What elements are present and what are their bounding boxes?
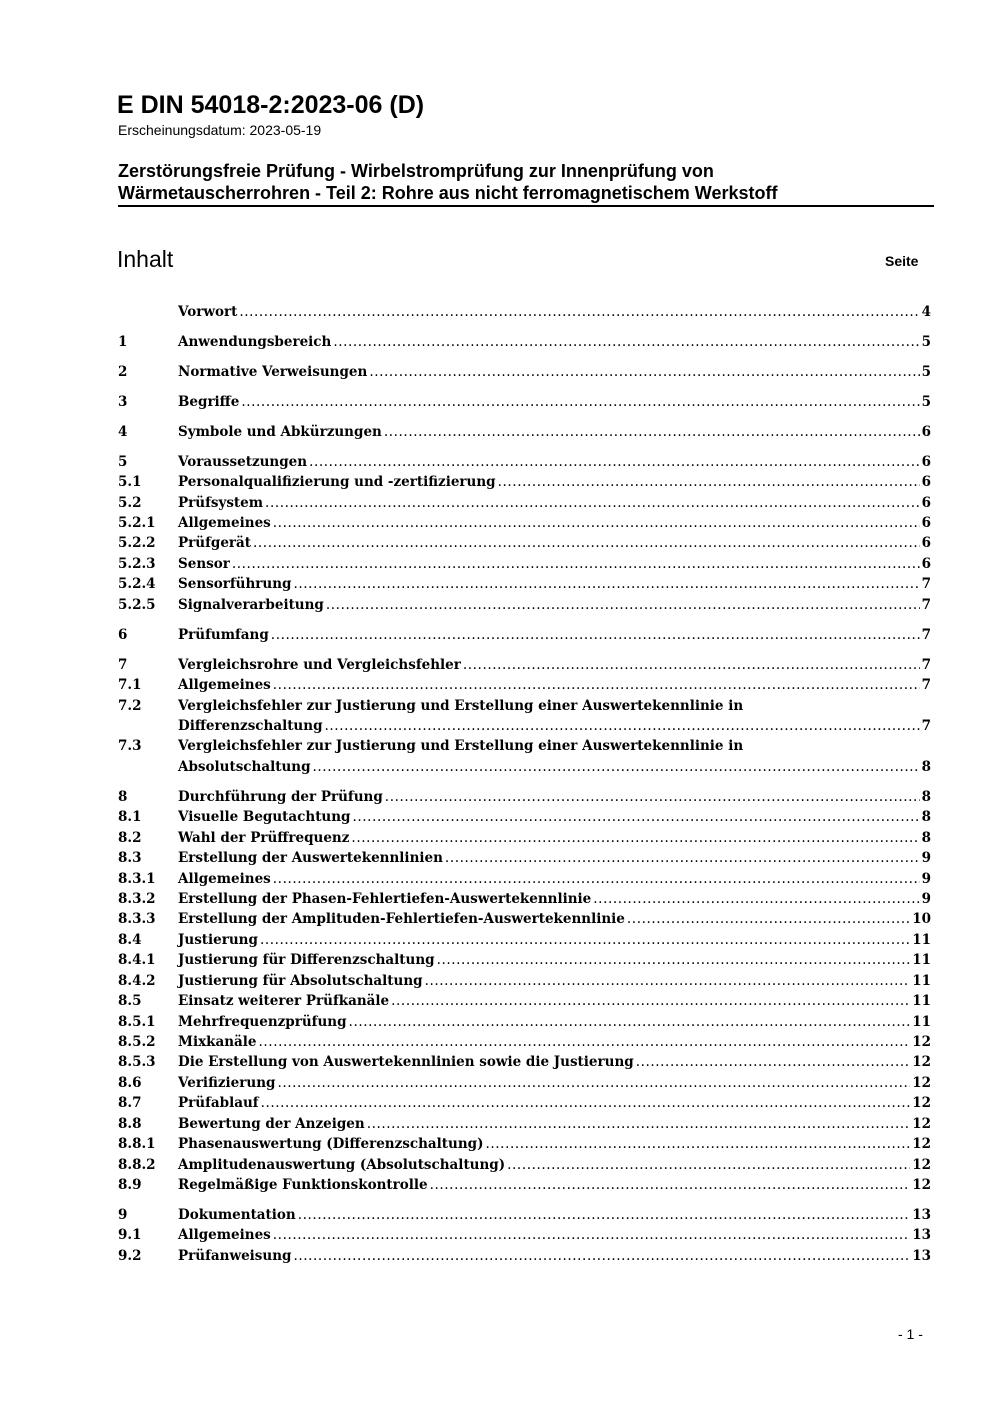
toc-entry-line xyxy=(178,452,931,472)
toc-entry-number: 9 xyxy=(118,1207,128,1224)
toc-entry-number: 8.5 xyxy=(118,993,142,1010)
toc-entry-title: Personalqualifizierung und -zertifizierung xyxy=(178,474,496,491)
toc-entry-page: 13 xyxy=(912,1227,931,1244)
toc-entry-page: 7 xyxy=(921,576,931,593)
toc-entry-page: 6 xyxy=(921,494,931,511)
toc-entry-number: 8.3.3 xyxy=(118,911,156,928)
toc-dot-leader xyxy=(349,1012,911,1032)
toc-entry-number: 8.2 xyxy=(118,829,142,846)
toc-entry-line xyxy=(178,1134,931,1154)
toc-entry[interactable] xyxy=(118,1246,931,1266)
toc-entry[interactable] xyxy=(118,950,931,970)
toc-entry-page: 7 xyxy=(921,656,931,673)
toc-entry-title: Vergleichsrohre und Vergleichsfehler xyxy=(178,656,461,673)
toc-entry-page: 4 xyxy=(921,304,931,320)
toc-entry-number: 7.2 xyxy=(118,697,142,714)
toc-dot-leader xyxy=(627,909,910,929)
toc-dot-leader xyxy=(265,493,920,513)
toc-entry-title: Allgemeines xyxy=(178,870,271,887)
toc-entry-title: Voraussetzungen xyxy=(178,453,308,470)
toc-entry-title: Erstellung der Amplituden-Fehlertiefen-Auswertekennlinie xyxy=(178,911,625,928)
toc-entry-page: 9 xyxy=(921,890,931,907)
toc-entry-number: 8.3.2 xyxy=(118,890,156,907)
toc-entry[interactable] xyxy=(118,1205,931,1225)
toc-entry-line xyxy=(178,472,931,492)
toc-dot-leader xyxy=(384,422,920,442)
toc-entry-title: Sensorführung xyxy=(178,576,292,593)
toc-dot-leader xyxy=(367,1114,911,1134)
toc-dot-leader xyxy=(259,1032,911,1052)
toc-entry-page: 8 xyxy=(921,788,931,805)
toc-entry-title: Prüfumfang xyxy=(178,626,269,643)
toc-dot-leader xyxy=(351,828,919,848)
toc-entry-number: 8.8 xyxy=(118,1115,142,1132)
toc-entry-title: Amplitudenauswertung (Absolutschaltung) xyxy=(178,1156,506,1173)
toc-entry-line xyxy=(178,971,931,991)
toc-entry-line xyxy=(178,869,931,889)
toc-entry-page: 8 xyxy=(921,758,931,775)
toc-entry-title: Justierung für Differenzschaltung xyxy=(178,952,435,969)
toc-entry-page: 11 xyxy=(912,952,931,969)
table-of-contents xyxy=(118,302,931,1266)
toc-heading: Inhalt xyxy=(117,246,174,272)
toc-entry-page: 12 xyxy=(912,1156,931,1173)
toc-entry-number: 8.4.2 xyxy=(118,972,156,989)
toc-entry-title: Erstellung der Phasen-Fehlertiefen-Auswertekennlinie xyxy=(178,890,592,907)
toc-entry-number: 5.1 xyxy=(118,474,142,491)
toc-entry-line xyxy=(178,1073,931,1093)
toc-dot-leader xyxy=(313,757,920,777)
toc-entry-line xyxy=(178,554,931,574)
toc-entry[interactable] xyxy=(118,554,931,574)
toc-dot-leader xyxy=(593,889,919,909)
toc-dot-leader xyxy=(273,675,920,695)
toc-entry-number: 8.6 xyxy=(118,1074,142,1091)
toc-entry-title: Bewertung der Anzeigen xyxy=(178,1115,365,1132)
toc-entry-number: 5.2.2 xyxy=(118,535,156,552)
toc-entry-title: Anwendungsbereich xyxy=(178,333,332,350)
toc-entry-line xyxy=(178,716,931,736)
toc-entry-page: 13 xyxy=(912,1247,931,1264)
toc-dot-leader xyxy=(437,950,911,970)
toc-entry-line xyxy=(178,1155,931,1175)
toc-entry-title: Allgemeines xyxy=(178,677,271,694)
toc-entry-line xyxy=(178,1205,931,1225)
toc-dot-leader xyxy=(277,1073,910,1093)
document-title-line-2: Wärmetauscherrohren - Teil 2: Rohre aus nicht ferromagnetischem Werkstoff xyxy=(118,183,778,203)
toc-dot-leader xyxy=(271,625,920,645)
toc-entry-line xyxy=(178,1093,931,1113)
toc-entry-line xyxy=(178,1114,931,1134)
toc-entry[interactable] xyxy=(118,1052,931,1072)
toc-entry[interactable] xyxy=(118,1134,931,1154)
toc-entry-page: 9 xyxy=(921,850,931,867)
toc-page-column-label: Seite xyxy=(885,253,919,269)
toc-entry-number: 5.2 xyxy=(118,494,142,511)
toc-entry[interactable] xyxy=(118,971,931,991)
toc-entry-line xyxy=(178,757,931,777)
toc-entry-title: Die Erstellung von Auswertekennlinien sowie die Justierung xyxy=(178,1054,634,1071)
toc-entry-number: 5.2.3 xyxy=(118,555,156,572)
toc-entry-page: 6 xyxy=(921,535,931,552)
toc-entry-number: 5.2.5 xyxy=(118,596,156,613)
toc-entry-line xyxy=(178,828,931,848)
toc-entry-page: 8 xyxy=(921,829,931,846)
toc-entry-title-continued: Absolutschaltung xyxy=(178,758,311,775)
toc-entry[interactable] xyxy=(118,1114,931,1134)
toc-entry-page: 7 xyxy=(921,717,931,734)
toc-entry-title: Signalverarbeitung xyxy=(178,596,324,613)
toc-entry-page: 12 xyxy=(912,1136,931,1153)
toc-dot-leader xyxy=(309,452,920,472)
document-title xyxy=(118,160,933,204)
toc-entry-title: Vergleichsfehler zur Justierung und Erstellung einer Auswertekennlinie in xyxy=(178,738,744,755)
toc-dot-leader xyxy=(293,1246,910,1266)
toc-entry[interactable] xyxy=(118,869,931,889)
toc-dot-leader xyxy=(273,513,920,533)
toc-entry-title: Mehrfrequenzprüfung xyxy=(178,1013,347,1030)
toc-entry-title: Begriffe xyxy=(178,393,240,410)
toc-entry-page: 12 xyxy=(912,1177,931,1194)
toc-entry[interactable] xyxy=(118,909,931,929)
toc-dot-leader xyxy=(391,991,910,1011)
toc-entry[interactable] xyxy=(118,807,931,827)
toc-entry-title: Allgemeines xyxy=(178,1227,271,1244)
toc-entry[interactable] xyxy=(118,1093,931,1113)
toc-entry[interactable] xyxy=(118,625,931,645)
toc-entry-title: Allgemeines xyxy=(178,515,271,531)
toc-entry-page: 7 xyxy=(921,626,931,643)
toc-entry-title: Visuelle Begutachtung xyxy=(178,809,351,826)
toc-entry-title: Mixkanäle xyxy=(178,1034,257,1051)
toc-entry-number: 7.1 xyxy=(118,677,142,694)
toc-dot-leader xyxy=(241,392,919,412)
toc-entry-page: 6 xyxy=(921,474,931,491)
toc-entry-line xyxy=(178,807,931,827)
toc-entry-title: Regelmäßige Funktionskontrolle xyxy=(178,1177,428,1194)
toc-entry-line xyxy=(178,889,931,909)
title-divider xyxy=(118,205,934,207)
toc-dot-leader xyxy=(273,1225,910,1245)
toc-entry-line xyxy=(178,422,931,442)
toc-entry[interactable] xyxy=(118,1032,931,1052)
toc-entry-page: 12 xyxy=(912,1115,931,1132)
toc-entry-title: Vorwort xyxy=(178,304,238,320)
toc-entry[interactable] xyxy=(118,696,931,737)
toc-entry[interactable] xyxy=(118,736,931,777)
toc-dot-leader xyxy=(507,1155,910,1175)
toc-entry-number: 8.8.2 xyxy=(118,1156,156,1173)
toc-entry-page: 12 xyxy=(912,1095,931,1112)
toc-entry-number: 8.3.1 xyxy=(118,870,156,887)
toc-entry[interactable] xyxy=(118,1225,931,1245)
toc-entry-line xyxy=(178,1175,931,1195)
toc-entry[interactable] xyxy=(118,362,931,382)
toc-entry-number: 8.5.1 xyxy=(118,1013,156,1030)
toc-entry-title: Sensor xyxy=(178,555,230,572)
toc-dot-leader xyxy=(636,1052,911,1072)
toc-dot-leader xyxy=(294,574,920,594)
toc-entry[interactable] xyxy=(118,422,931,442)
toc-entry-title: Justierung xyxy=(178,931,258,948)
toc-entry-line xyxy=(178,675,931,695)
toc-entry-title: Verifizierung xyxy=(178,1074,276,1091)
toc-entry-line xyxy=(178,493,931,513)
toc-entry-page: 12 xyxy=(912,1034,931,1051)
toc-entry-page: 7 xyxy=(921,596,931,613)
toc-entry-line xyxy=(178,533,931,553)
toc-dot-leader xyxy=(369,362,919,382)
toc-entry-line xyxy=(178,1032,931,1052)
toc-entry-line xyxy=(178,392,931,412)
toc-entry-page: 12 xyxy=(912,1054,931,1071)
toc-entry[interactable] xyxy=(118,472,931,492)
toc-dot-leader xyxy=(333,332,919,352)
toc-entry-title: Normative Verweisungen xyxy=(178,363,368,380)
toc-entry-title: Durchführung der Prüfung xyxy=(178,788,383,805)
toc-dot-leader xyxy=(498,472,920,492)
toc-dot-leader xyxy=(239,302,919,322)
toc-entry-number: 8.9 xyxy=(118,1177,142,1194)
toc-entry-line xyxy=(178,930,931,950)
toc-entry-title: Symbole und Abkürzungen xyxy=(178,423,382,440)
document-title-line-1: Zerstörungsfreie Prüfung - Wirbelstromprüfung zur Innenprüfung von xyxy=(118,161,714,181)
toc-dot-leader xyxy=(425,971,911,991)
toc-dot-leader xyxy=(253,533,920,553)
toc-entry[interactable] xyxy=(118,848,931,868)
toc-entry[interactable] xyxy=(118,930,931,950)
toc-entry-number: 9.2 xyxy=(118,1247,142,1264)
toc-entry-number: 8.5.3 xyxy=(118,1054,156,1071)
toc-entry-number: 5.2.4 xyxy=(118,576,156,593)
toc-entry-page: 6 xyxy=(921,555,931,572)
toc-entry-line xyxy=(178,787,931,807)
toc-entry-page: 11 xyxy=(912,972,931,989)
toc-entry-page: 6 xyxy=(921,515,931,531)
toc-dot-leader xyxy=(261,1093,911,1113)
toc-entry-number: 7 xyxy=(118,656,128,673)
toc-entry-line xyxy=(178,1012,931,1032)
toc-entry[interactable] xyxy=(118,991,931,1011)
toc-entry-page: 7 xyxy=(921,677,931,694)
toc-entry[interactable] xyxy=(118,595,931,615)
toc-dot-leader xyxy=(232,554,920,574)
toc-entry-title: Dokumentation xyxy=(178,1207,296,1224)
toc-dot-leader xyxy=(445,848,920,868)
toc-entry-line xyxy=(178,991,931,1011)
toc-entry-title: Einsatz weiterer Prüfkanäle xyxy=(178,993,390,1010)
publication-date: Erscheinungsdatum: 2023-05-19 xyxy=(118,122,322,138)
toc-entry-title: Prüfablauf xyxy=(178,1095,259,1112)
page-number: - 1 - xyxy=(898,1326,923,1342)
toc-dot-leader xyxy=(463,655,920,675)
toc-dot-leader xyxy=(260,930,910,950)
toc-entry-number: 8 xyxy=(118,788,128,805)
toc-entry-page: 9 xyxy=(921,870,931,887)
toc-entry-title: Prüfsystem xyxy=(178,494,264,511)
toc-entry-line xyxy=(178,302,931,322)
toc-entry-line xyxy=(178,1246,931,1266)
toc-entry-title: Phasenauswertung (Differenzschaltung) xyxy=(178,1136,484,1153)
toc-entry-line xyxy=(178,848,931,868)
toc-dot-leader xyxy=(273,869,920,889)
toc-entry[interactable] xyxy=(118,1155,931,1175)
toc-entry-page: 12 xyxy=(912,1074,931,1091)
toc-entry[interactable] xyxy=(118,574,931,594)
toc-entry-number: 8.7 xyxy=(118,1095,142,1112)
toc-entry-title: Vergleichsfehler zur Justierung und Erstellung einer Auswertekennlinie in xyxy=(178,697,744,714)
toc-entry-title: Justierung für Absolutschaltung xyxy=(178,972,423,989)
toc-entry-number: 5.2.1 xyxy=(118,515,156,531)
toc-dot-leader xyxy=(385,787,920,807)
toc-entry[interactable] xyxy=(118,1073,931,1093)
toc-entry-page: 11 xyxy=(912,931,931,948)
toc-entry-line xyxy=(178,1225,931,1245)
toc-entry-page: 11 xyxy=(912,993,931,1010)
toc-entry[interactable] xyxy=(118,332,931,352)
toc-dot-leader xyxy=(353,807,920,827)
toc-entry-line xyxy=(178,574,931,594)
toc-entry[interactable] xyxy=(118,889,931,909)
toc-entry-page: 13 xyxy=(912,1207,931,1224)
toc-dot-leader xyxy=(298,1205,910,1225)
toc-dot-leader xyxy=(326,595,920,615)
toc-dot-leader xyxy=(486,1134,911,1154)
toc-entry[interactable] xyxy=(118,1012,931,1032)
toc-entry[interactable] xyxy=(118,533,931,553)
toc-entry-number: 1 xyxy=(118,333,128,350)
toc-entry-number: 4 xyxy=(118,423,128,440)
toc-entry[interactable] xyxy=(118,392,931,412)
toc-entry-page: 5 xyxy=(921,333,931,350)
toc-entry-number: 8.4.1 xyxy=(118,952,156,969)
toc-entry-title: Prüfanweisung xyxy=(178,1247,292,1264)
toc-dot-leader xyxy=(325,716,920,736)
toc-entry-line xyxy=(178,595,931,615)
toc-entry-title: Wahl der Prüffrequenz xyxy=(178,829,350,846)
toc-entry[interactable] xyxy=(118,493,931,513)
toc-entry[interactable] xyxy=(118,655,931,675)
toc-entry-title-continued: Differenzschaltung xyxy=(178,717,323,734)
toc-entry-line xyxy=(178,655,931,675)
toc-entry[interactable] xyxy=(118,302,931,322)
toc-entry[interactable] xyxy=(118,675,931,695)
toc-entry[interactable] xyxy=(118,828,931,848)
toc-entry-number: 7.3 xyxy=(118,738,142,755)
toc-entry-number: 3 xyxy=(118,393,128,410)
toc-entry-number: 6 xyxy=(118,626,128,643)
toc-entry[interactable] xyxy=(118,513,931,533)
toc-entry[interactable] xyxy=(118,1175,931,1195)
toc-entry-title: Prüfgerät xyxy=(178,535,252,552)
toc-entry-line xyxy=(178,332,931,352)
toc-entry-page: 5 xyxy=(921,393,931,410)
toc-entry-number: 8.4 xyxy=(118,931,142,948)
toc-entry-number: 8.5.2 xyxy=(118,1034,156,1051)
toc-entry-line xyxy=(178,1052,931,1072)
toc-entry-title: Erstellung der Auswertekennlinien xyxy=(178,850,443,867)
toc-entry-page: 10 xyxy=(912,911,931,928)
document-id: E DIN 54018-2:2023-06 (D) xyxy=(117,91,425,119)
toc-entry-page: 6 xyxy=(921,453,931,470)
toc-entry-page: 8 xyxy=(921,809,931,826)
toc-entry-line xyxy=(178,909,931,929)
toc-entry-page: 6 xyxy=(921,423,931,440)
toc-entry-line xyxy=(178,625,931,645)
toc-entry-number: 8.8.1 xyxy=(118,1136,156,1153)
toc-entry-page: 11 xyxy=(912,1013,931,1030)
toc-entry[interactable] xyxy=(118,787,931,807)
toc-entry-line xyxy=(178,950,931,970)
toc-dot-leader xyxy=(430,1175,911,1195)
toc-entry-number: 5 xyxy=(118,453,128,470)
toc-entry-number: 8.1 xyxy=(118,809,142,826)
toc-entry-number: 8.3 xyxy=(118,850,142,867)
toc-entry-number: 9.1 xyxy=(118,1227,142,1244)
toc-entry-page: 5 xyxy=(921,363,931,380)
toc-entry-line xyxy=(178,513,931,533)
toc-entry[interactable] xyxy=(118,452,931,472)
toc-entry-line xyxy=(178,362,931,382)
toc-entry-number: 2 xyxy=(118,363,128,380)
